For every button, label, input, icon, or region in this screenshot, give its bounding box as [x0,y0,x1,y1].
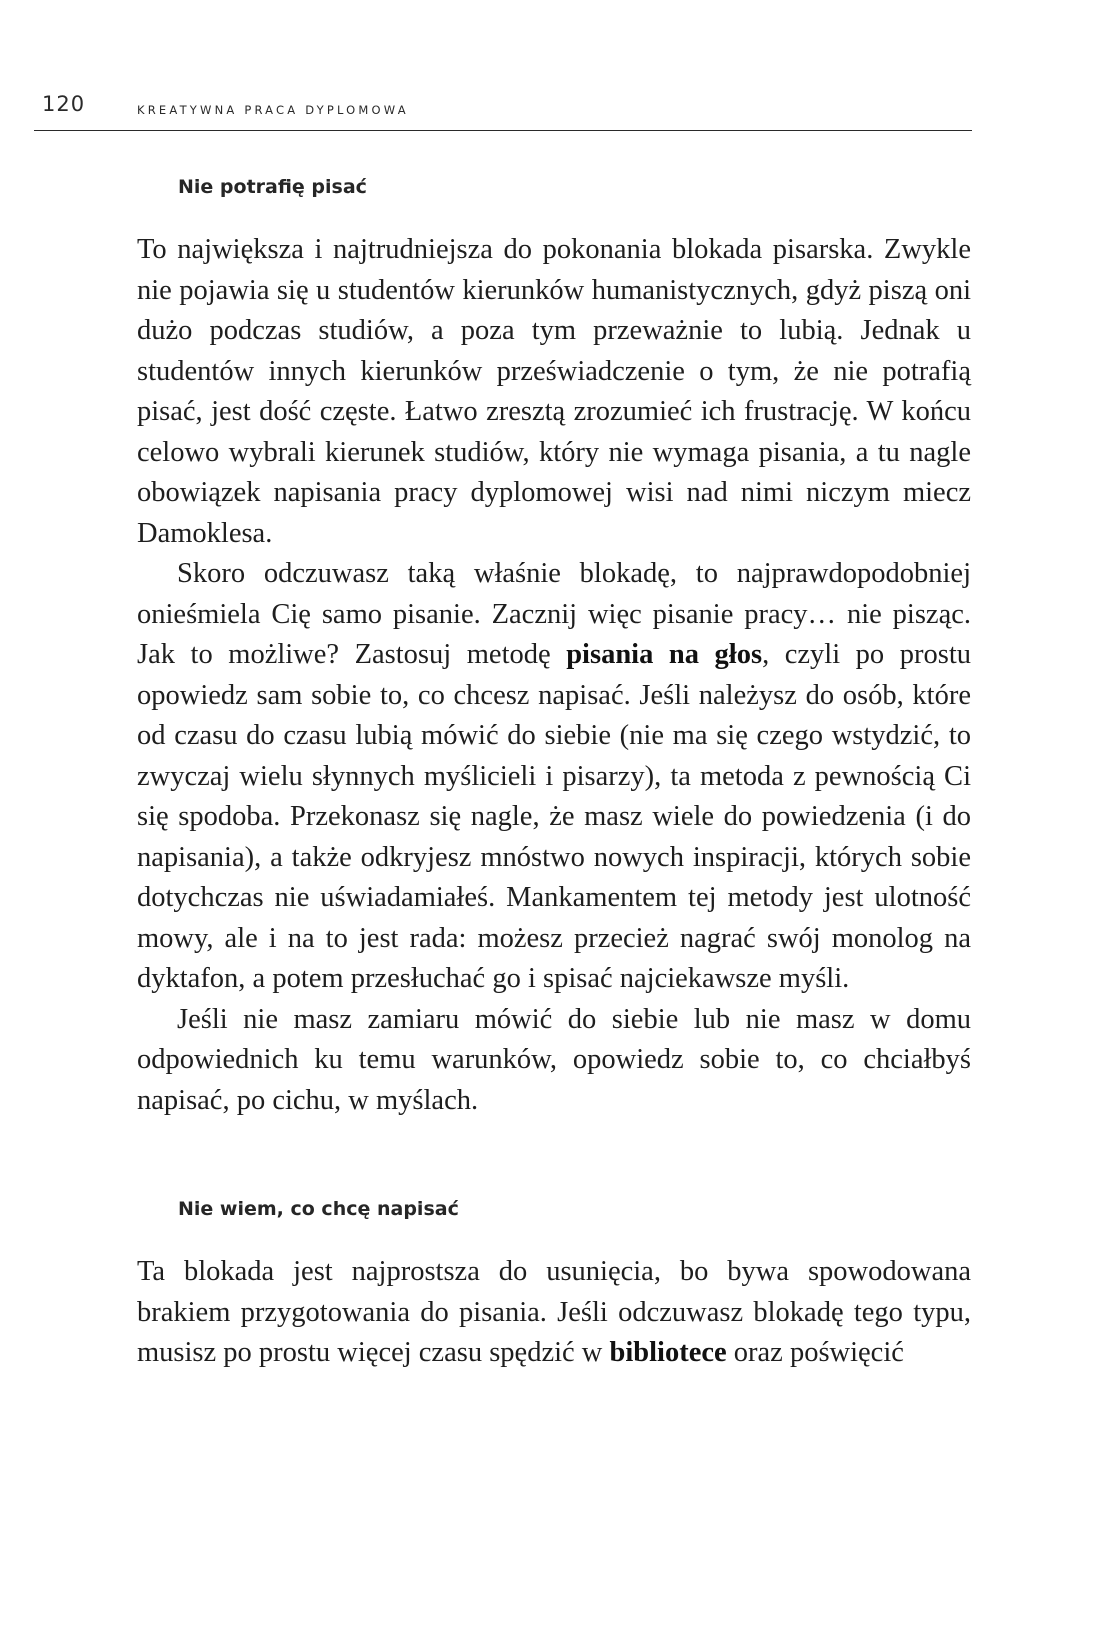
paragraph [137,554,971,1000]
running-header [34,92,972,131]
paragraph-text: Jeśli nie masz zamiaru mówić do siebie lub nie masz w domu odpowiednich ku temu warunków, opowiedz sobie to, co chciałbyś napisać, po cichu, w myślach. [137,1003,971,1116]
paragraph [137,230,971,554]
section-heading-dont-know-what: Nie wiem, co chcę napisać [178,1198,459,1220]
paragraph-text: To największa i najtrudniejsza do pokonania blokada pisarska. Zwykle nie pojawia się u studentów kierunków humanistycznych, gdyż piszą oni dużo podczas studiów, a poza tym przeważnie to lubią. Jednak u studentów innych kierunków przeświadczenie o tym, że nie potrafią pisać, jest dość częste. Łatwo zresztą zrozumieć ich frustrację. W końcu celowo wybrali kierunek studiów, który nie wymaga pisania, a tu nagle obowiązek napisania pracy dyplomowej wisi nad nimi niczym miecz Damoklesa. [137,234,971,549]
paragraph [137,1000,971,1122]
section-body-dont-know-what [137,1252,971,1374]
page-number: 120 [42,92,86,116]
section-heading-cannot-write: Nie potrafię pisać [178,176,367,198]
section-body-cannot-write [137,230,971,1121]
emphasis-term: pisania na głos [566,639,763,670]
paragraph [137,1252,971,1374]
book-title: KREATYWNA PRACA DYPLOMOWA [137,103,409,117]
paragraph-text: , czyli po prostu opowiedz sam sobie to, co chcesz napisać. Jeśli należysz do osób, które od czasu do czasu lubią mówić do siebie (nie ma się czego wstydzić, to zwyczaj wielu słynnych myślicieli i pisarzy), ta metoda z pewnością Ci się spodoba. Przekonasz się nagle, że masz wiele do powiedzenia (i do napisania), a także odkryjesz mnóstwo nowych inspiracji, których sobie dotychczas nie uświadamiałeś. Mankamentem tej metody jest ulotność mowy, ale i na to jest rada: możesz przecież nagrać swój monolog na dyktafon, a potem przesłuchać go i spisać najciekawsze myśli. [137,639,971,994]
emphasis-term: bibliotece [609,1337,727,1368]
paragraph-text: Skoro odczuwasz taką właśnie blokadę, to najprawdopodobniej onieśmiela Cię samo pisanie. Zacznij więc pisanie pracy… nie pisząc. Jak to możliwe? Zastosuj metodę [137,558,971,670]
paragraph-text: oraz poświęcić [726,1337,904,1368]
paragraph-text: Ta blokada jest najprostsza do usunięcia, bo bywa spowodowana brakiem przygotowania do pisania. Jeśli odczuwasz blokadę tego typu, musisz po prostu więcej czasu spędzić w [137,1256,971,1368]
